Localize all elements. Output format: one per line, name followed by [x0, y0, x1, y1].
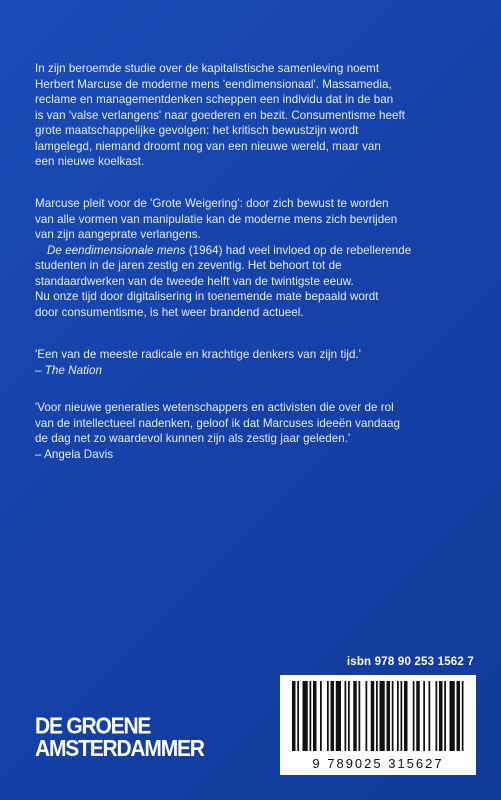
quote-text: 'Een van de meeste radicale en krachtige denkers van zijn tijd.'	[35, 348, 361, 361]
blurb-line: een nieuwe koelkast.	[35, 155, 145, 168]
blurb-line: studenten in de jaren zestig en zeventig. Het behoort tot de	[35, 259, 342, 272]
barcode-bar	[429, 681, 431, 751]
barcode-bar	[353, 681, 357, 751]
barcode-bar	[397, 681, 399, 751]
quote-text: de dag net zo waardevol kunnen zijn als zestig jaar geleden.'	[35, 432, 351, 445]
blurb-line: van zijn aangeprate verlangens.	[35, 228, 201, 241]
blurb-line: lamgelegd, niemand droomt nog van een nieuwe wereld, maar van	[35, 139, 381, 153]
barcode-bar	[404, 681, 408, 751]
barcode-bar	[436, 681, 438, 751]
quote-text: van de intellectueel nadenken, geloof ik dat Marcuses ideeën vandaag	[35, 416, 400, 430]
blurb-line-rest: (1964) had veel invloed op de rebellerende	[185, 243, 412, 257]
barcode-bar	[413, 681, 415, 751]
barcode-bar	[371, 681, 375, 751]
barcode-bar	[376, 681, 378, 751]
barcode-bars	[288, 681, 468, 751]
blurb-line: Herbert Marcuse de moderne mens 'eendimensionaal'. Massamedia,	[35, 77, 392, 91]
logo-line-1: DE GROENE	[35, 713, 151, 739]
blurb-line: reclame en managementdenken scheppen een individu dat in de ban	[35, 93, 394, 106]
blurb-paragraph-1	[35, 61, 475, 170]
isbn-label: isbn 978 90 253 1562 7	[346, 656, 474, 668]
logo-line-2: AMSTERDAMMER	[35, 736, 204, 762]
quote-text: 'Voor nieuwe generaties wetenschappers en activisten die over de rol	[35, 401, 394, 414]
blurb-line: van alle vormen van manipulatie kan de moderne mens zich bevrijden	[35, 212, 398, 226]
blurb-line: In zijn beroemde studie over de kapitalistische samenleving noemt	[35, 62, 380, 75]
blurb-line: grote maatschappelijke gevolgen: het kritisch bewustzijn wordt	[35, 124, 359, 137]
quote-angela-davis	[35, 400, 475, 462]
blurb-line: is van 'valse verlangens' naar goederen en bezit. Consumentisme heeft	[35, 108, 406, 122]
barcode-bar	[348, 681, 350, 751]
blurb-line: Marcuse pleit voor de 'Grote Weigering': door zich bewust te worden	[35, 197, 389, 210]
barcode-bar	[380, 681, 385, 751]
quote-the-nation	[35, 347, 475, 378]
barcode-bar	[303, 681, 308, 751]
barcode-bar	[327, 681, 329, 751]
barcode-bar	[313, 681, 317, 751]
barcode-bar	[423, 681, 425, 751]
barcode-bar	[359, 681, 361, 751]
barcode-bar	[457, 681, 461, 751]
quote-source: – Angela Davis	[35, 447, 114, 461]
barcode-bar	[336, 681, 341, 751]
quote-source: – The Nation	[35, 363, 102, 377]
blurb-paragraph-2	[35, 196, 475, 320]
barcode-bar	[392, 681, 394, 751]
barcode-bar	[292, 681, 296, 751]
barcode-bar	[444, 681, 446, 751]
barcode-bar	[331, 681, 335, 751]
blurb-line: standaardwerken van de tweede helft van de twintigste eeuw.	[35, 274, 354, 288]
book-title: De eendimensionale mens	[47, 243, 186, 257]
publisher-logo	[35, 715, 204, 760]
blurb-line	[35, 243, 475, 259]
barcode-bar	[310, 681, 312, 751]
barcode-area	[280, 656, 476, 775]
barcode	[280, 675, 476, 775]
barcode-bar	[450, 681, 455, 751]
barcode-bar	[401, 681, 403, 751]
barcode-bar	[462, 681, 464, 751]
barcode-bar	[297, 681, 299, 751]
barcode-digits: 9 789025 315627	[312, 756, 444, 771]
barcode-bar	[439, 681, 443, 751]
blurb-line: door consumentisme, is het weer brandend actueel.	[35, 305, 304, 319]
barcode-bar	[345, 681, 347, 751]
barcode-bar	[320, 681, 322, 751]
blurb-line: Nu onze tijd door digitalisering in toenemende mate bepaald wordt	[35, 290, 379, 303]
barcode-bar	[387, 681, 391, 751]
barcode-bar	[416, 681, 420, 751]
barcode-bar	[366, 681, 368, 751]
